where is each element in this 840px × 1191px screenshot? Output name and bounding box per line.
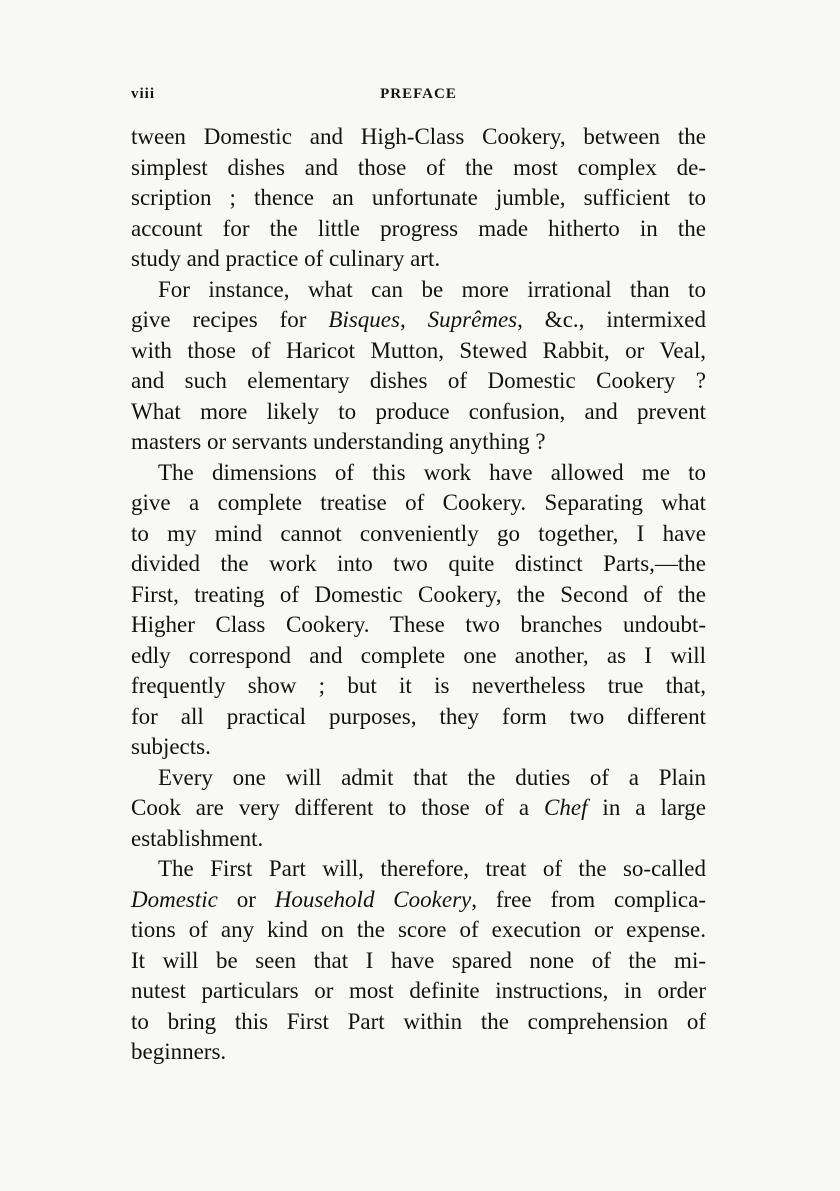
text-line: subjects. [131,734,211,759]
text-line: establishment. [131,825,264,851]
text-line: tween Domestic and High-Class Cookery, between the [131,124,706,149]
text-line: Higher Class Cookery. These two branches undoubt- [131,612,706,637]
text-line: give recipes for Bisques, Suprêmes, &c., intermixed [131,307,706,332]
paragraph [131,458,706,763]
page-header [131,86,706,106]
text-line: masters or servants understanding anything ? [131,429,546,454]
text-line: with those of Haricot Mutton, Stewed Rabbit, or Veal, [131,337,706,363]
text-line: tions of any kind on the score of execution or expense. [131,917,706,942]
page-number: viii [131,86,156,102]
text-line: frequently show ; but it is nevertheless true that, [131,673,706,698]
text-line: and such elementary dishes of Domestic Cookery ? [131,368,706,393]
text-line: give a complete treatise of Cookery. Separating what [131,490,706,515]
text-line: simplest dishes and those of the most complex de- [131,154,706,180]
italic-term: Household Cookery [274,886,472,912]
text-line: for all practical purposes, they form two different [131,703,706,729]
text-line: Every one will admit that the duties of a Plain [158,764,706,790]
text-line: beginners. [131,1039,227,1064]
italic-term: Chef [544,795,588,820]
italic-term: Suprêmes [427,307,518,332]
preface-body [131,122,706,1068]
running-title: PREFACE [380,86,457,102]
italic-term: Bisques [328,307,400,332]
italic-term: Domestic [131,886,218,912]
paragraph [131,275,706,458]
text-line: scription ; thence an unfortunate jumble, sufficient to [131,185,706,210]
paragraph [131,122,706,275]
text-line: Domestic or Household Cookery, free from complica- [131,886,706,912]
text-line: First, treating of Domestic Cookery, the Second of the [131,581,706,607]
text-line: The dimensions of this work have allowed me to [158,459,706,485]
text-line: What more likely to produce confusion, and prevent [131,398,706,424]
text-line: to my mind cannot conveniently go together, I have [131,520,706,546]
text-line: study and practice of culinary art. [131,246,441,271]
text-line: nutest particulars or most definite instructions, in order [131,978,706,1003]
text-line: edly correspond and complete one another, as I will [131,642,706,668]
paragraph [131,763,706,855]
text-line: It will be seen that I have spared none of the mi- [131,947,706,973]
text-line: to bring this First Part within the comprehension of [131,1008,706,1034]
paragraph [131,854,706,1068]
text-line: Cook are very different to those of a Chef in a large [131,795,706,820]
text-line: For instance, what can be more irrational than to [158,276,706,302]
text-line: divided the work into two quite distinct Parts,—the [131,551,706,576]
text-line: The First Part will, therefore, treat of the so-called [158,856,706,881]
text-line: account for the little progress made hitherto in the [131,215,706,241]
